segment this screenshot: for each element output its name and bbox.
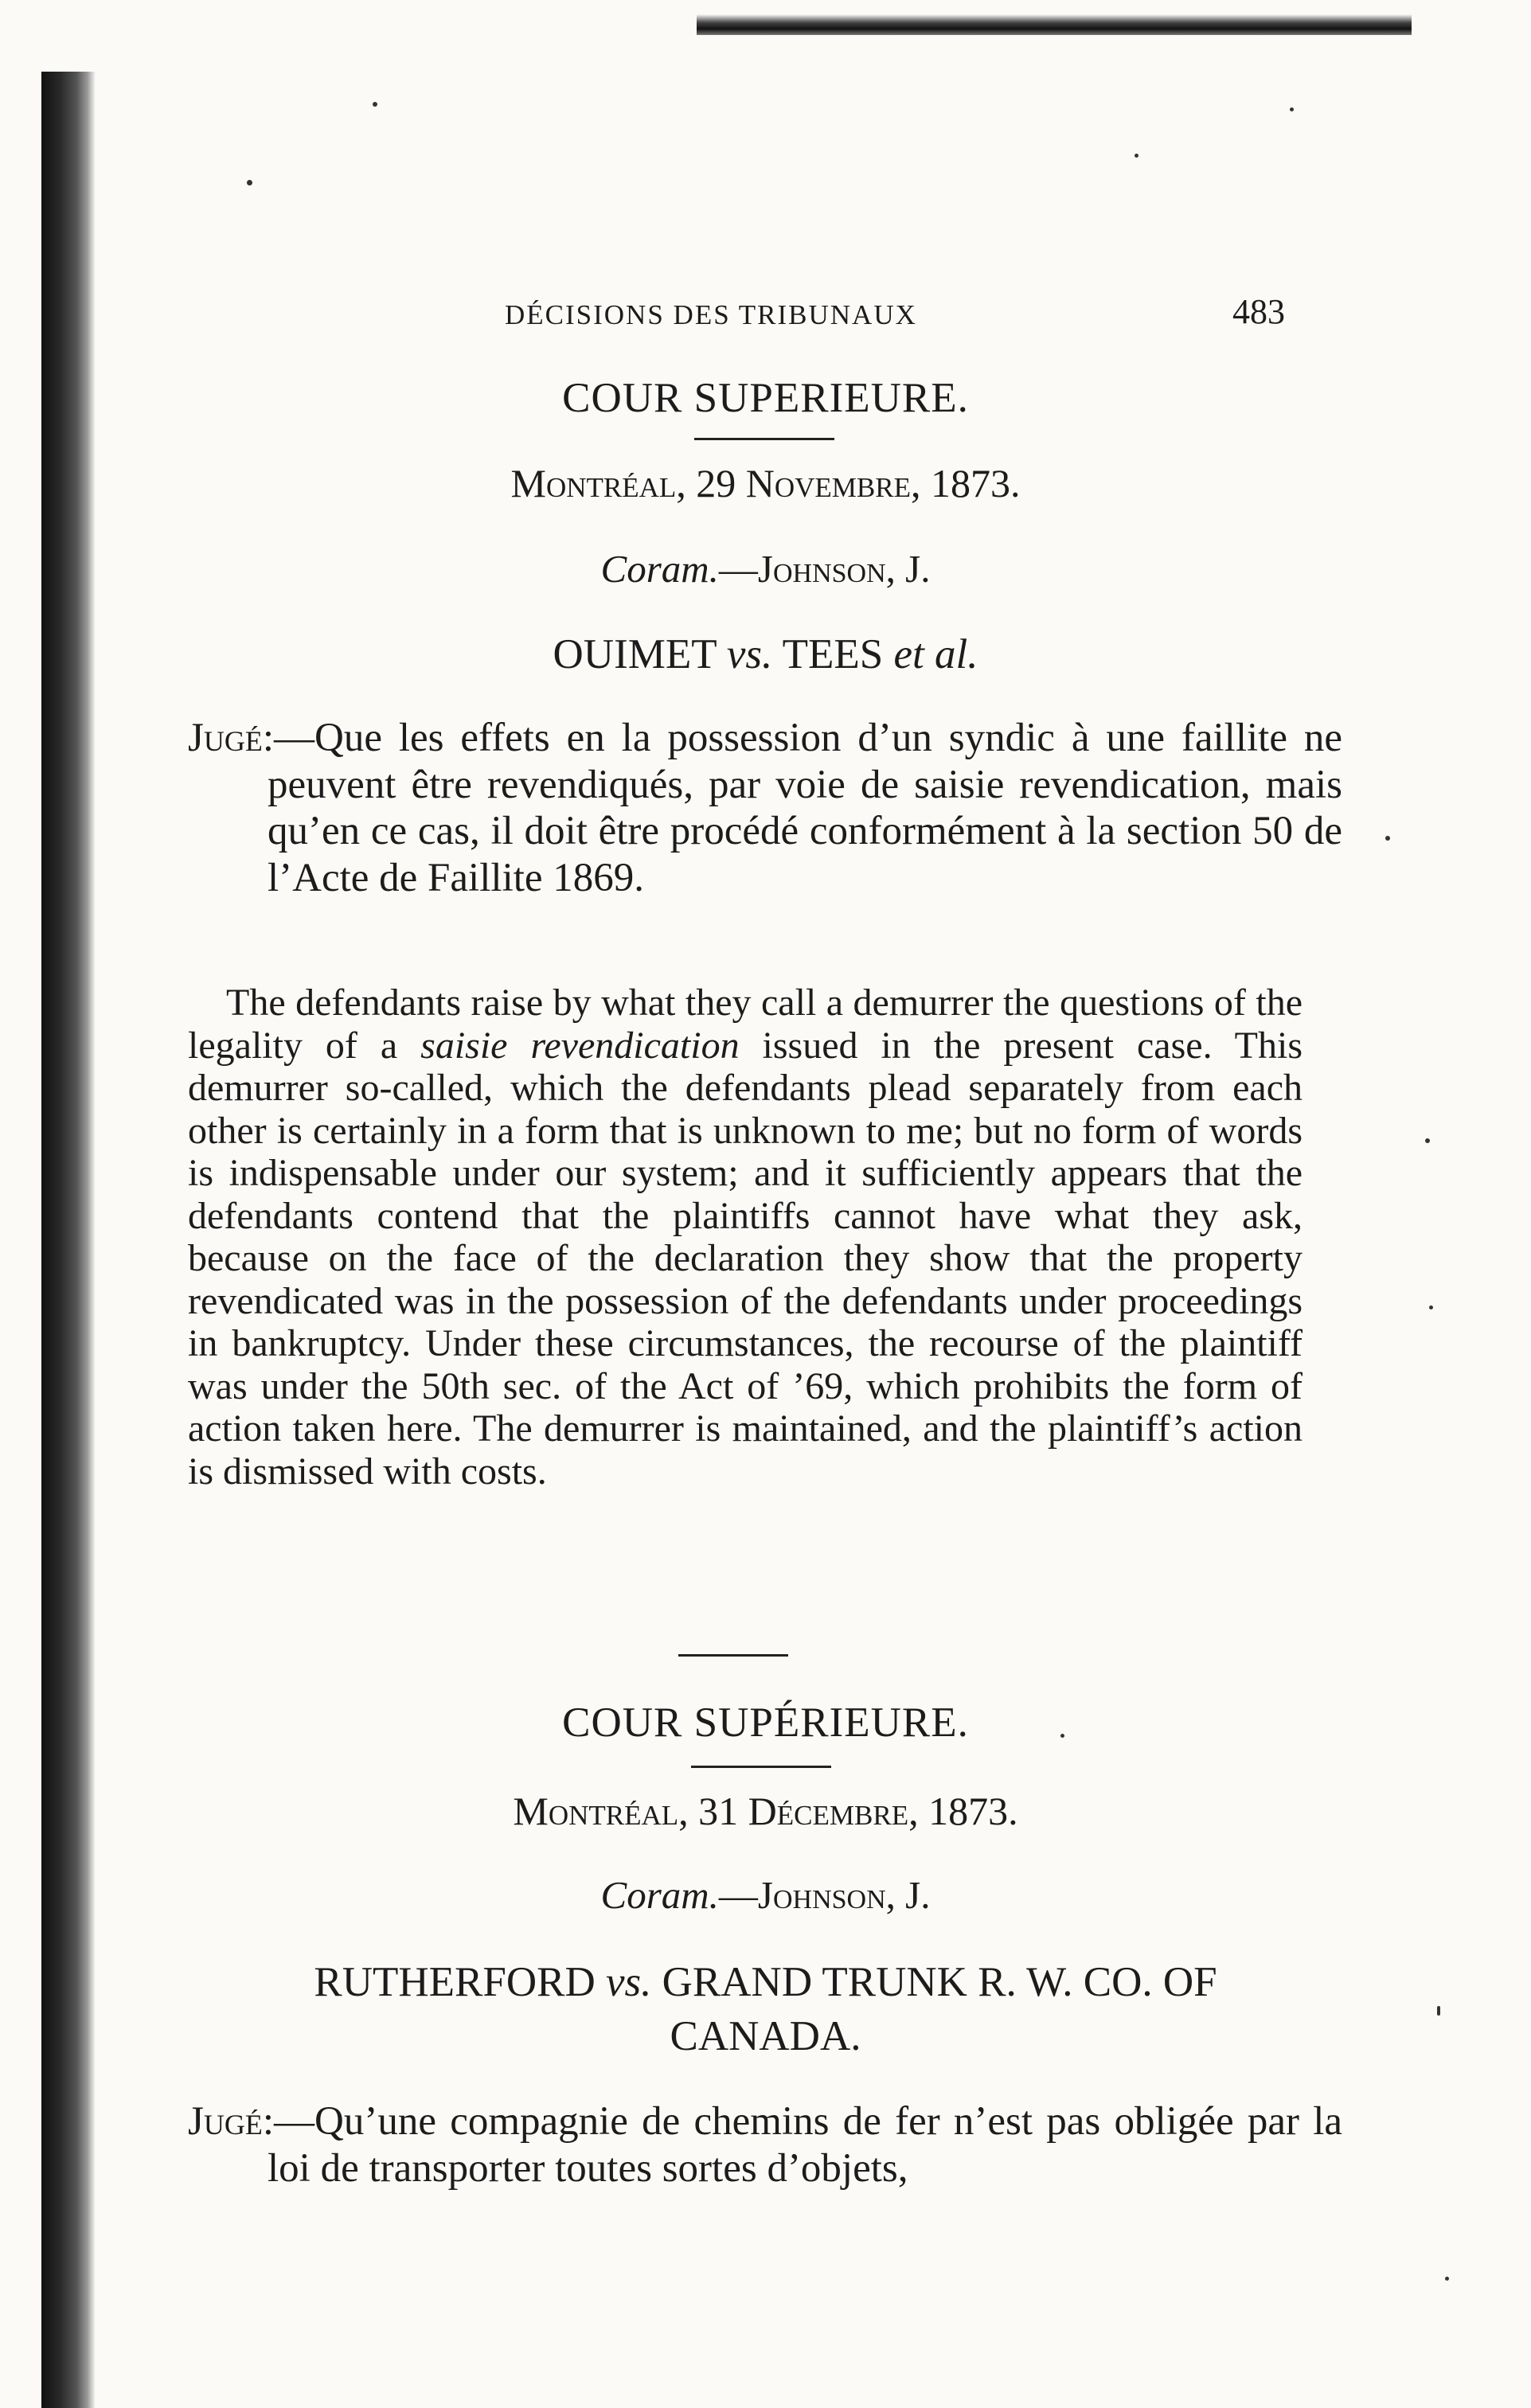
case-separator-rule xyxy=(678,1654,788,1657)
case1-court-heading: COUR SUPERIEURE. xyxy=(562,375,969,421)
case1-coram xyxy=(0,546,1531,591)
judgment-text-part: issued in the present case. This demurrer so-called, which the defendants plead separately from each other is certainly in a form that is unknown to me; but no form of words is indispensable under our system; and it sufficiently appears that the defendants contend that the plaintiffs cannot have what they ask, because on the face of the declaration they show that the property revendicated was in the possession of the defendants under proceedings in bankruptcy. Under these circumstances, the recourse of the plaintiff was under the 50th sec. of the Act of ’69, which prohibits the form of action taken here. The demurrer is maintained, and the plaintiff’s action is dismissed with costs. xyxy=(188,1024,1303,1493)
case2-coram xyxy=(0,1872,1531,1918)
party-plaintiff: OUIMET xyxy=(553,631,717,677)
case1-holding xyxy=(188,715,1342,901)
case2-court-heading: COUR SUPÉRIEURE. xyxy=(562,1700,969,1746)
coram-label: Coram. xyxy=(600,547,719,591)
holding-label: Jugé xyxy=(188,2099,263,2144)
case2-holding xyxy=(188,2098,1342,2191)
case2-dateline: Montréal, 31 Décembre, 1873. xyxy=(513,1789,1018,1833)
party-plaintiff: RUTHERFORD xyxy=(314,1959,596,2005)
case1-parties xyxy=(0,630,1531,678)
holding-label: Jugé xyxy=(188,716,263,760)
coram-label: Coram. xyxy=(600,1873,719,1917)
judgment-text-part: The defendants raise by what they call a demurrer the questions of the legality of a xyxy=(188,982,1303,1067)
et-al: et al. xyxy=(893,631,978,677)
party-defendant: TEES xyxy=(782,631,884,677)
running-head: DÉCISIONS DES TRIBUNAUX xyxy=(505,299,917,330)
coram-judge: —Johnson, J. xyxy=(718,547,931,591)
judgment-italic-term: saisie revendication xyxy=(420,1024,740,1067)
page-number: 483 xyxy=(1232,292,1285,331)
case2-heading-rule xyxy=(691,1766,831,1768)
versus: vs. xyxy=(606,1959,652,2005)
party-defendant: GRAND TRUNK R. W. CO. OF xyxy=(662,1959,1217,2005)
holding-text: :—Qu’une compagnie de chemins de fer n’est pas obligée par la loi de transporter toutes sortes d’objets, xyxy=(262,2099,1342,2191)
case1-judgment-text xyxy=(188,982,1303,1493)
case1-heading-rule xyxy=(694,438,834,440)
case2-parties-continued: CANADA. xyxy=(670,2013,861,2059)
scan-top-edge xyxy=(697,14,1412,35)
case1-dateline: Montréal, 29 Novembre, 1873. xyxy=(510,461,1021,505)
case2-parties xyxy=(0,1958,1531,2006)
holding-text: :—Que les effets en la possession d’un syndic à une faillite ne peuvent être revendiqués, par voie de saisie revendication, mais qu’en ce cas, il doit être procédé conformément à la section 50 de l’Acte de Faillite 1869. xyxy=(262,716,1342,900)
coram-judge: —Johnson, J. xyxy=(718,1873,931,1917)
versus: vs. xyxy=(726,631,773,677)
